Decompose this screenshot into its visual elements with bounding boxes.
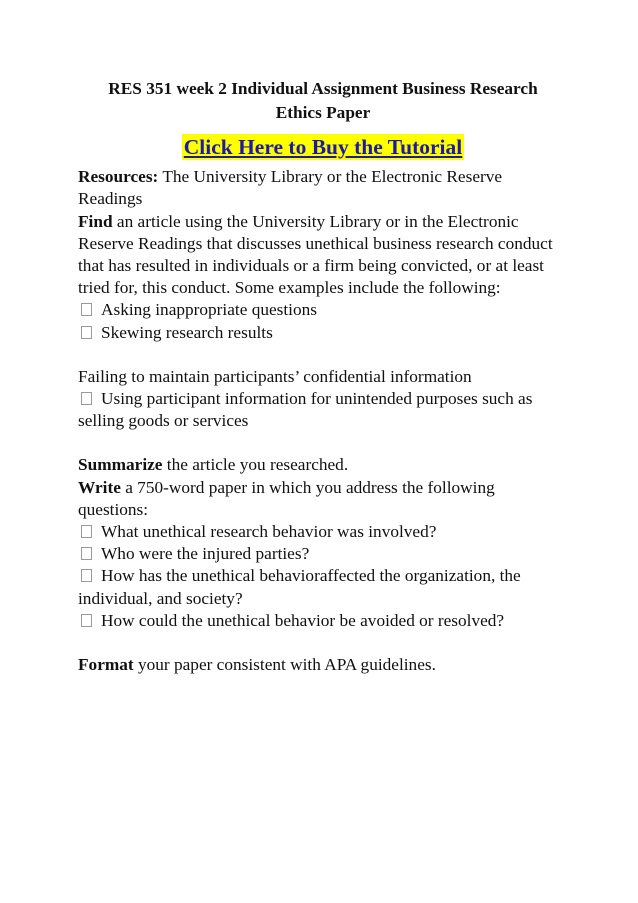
question-text: How could the unethical behavior be avoided or resolved? [101, 610, 505, 630]
summarize-paragraph [78, 454, 568, 476]
format-text: your paper consistent with APA guidelines. [133, 655, 436, 675]
summarize-text: the article you researched. [162, 455, 349, 475]
summarize-label: Summarize [78, 455, 163, 475]
bullet-box-icon [81, 326, 92, 339]
list-item [78, 521, 568, 543]
buy-link-container [78, 134, 568, 160]
find-text: an article using the University Library or in the Electronic Reserve Readings that discusses unethical business research conduct that has resulted in individuals or a firm being convicted, or at least tried for, this conduct. Some examples include the following: [78, 211, 553, 298]
example-text: Asking inappropriate questions [101, 300, 317, 320]
paragraph-gap [78, 432, 568, 454]
bullet-box-icon [81, 525, 92, 538]
write-paragraph [78, 477, 568, 521]
document-body [78, 77, 568, 676]
list-item [78, 388, 568, 432]
failing-paragraph: Failing to maintain participants’ confidential information [78, 366, 472, 386]
bullet-box-icon [81, 392, 92, 405]
list-item [78, 543, 568, 565]
question-text: What unethical research behavior was involved? [101, 522, 437, 542]
bullet-box-icon [81, 303, 92, 316]
paragraph-gap [78, 344, 568, 366]
write-text: a 750-word paper in which you address the following questions: [78, 477, 495, 519]
bullet-box-icon [81, 614, 92, 627]
paragraph-gap [78, 632, 568, 654]
list-item [78, 299, 568, 321]
question-text: Who were the injured parties? [101, 544, 310, 564]
write-label: Write [78, 477, 121, 497]
resources-paragraph [78, 166, 568, 210]
bullet-box-icon [81, 547, 92, 560]
example-text: Skewing research results [101, 322, 273, 342]
resources-label: Resources: [78, 167, 159, 187]
using-text: Using participant information for unintended purposes such as selling goods or services [78, 389, 533, 431]
bullet-box-icon [81, 569, 92, 582]
question-text: How has the unethical behavioraffected the organization, the individual, and society? [78, 566, 521, 608]
list-item [78, 565, 568, 609]
format-paragraph [78, 654, 568, 676]
list-item [78, 322, 568, 344]
format-label: Format [78, 655, 134, 675]
resources-text: The University Library or the Electronic Reserve Readings [78, 167, 503, 209]
buy-tutorial-link[interactable]: Click Here to Buy the Tutorial [183, 135, 463, 159]
list-item [78, 610, 568, 632]
find-paragraph [78, 211, 568, 300]
find-label: Find [78, 211, 113, 231]
document-title: RES 351 week 2 Individual Assignment Business Research Ethics Paper [108, 79, 538, 122]
